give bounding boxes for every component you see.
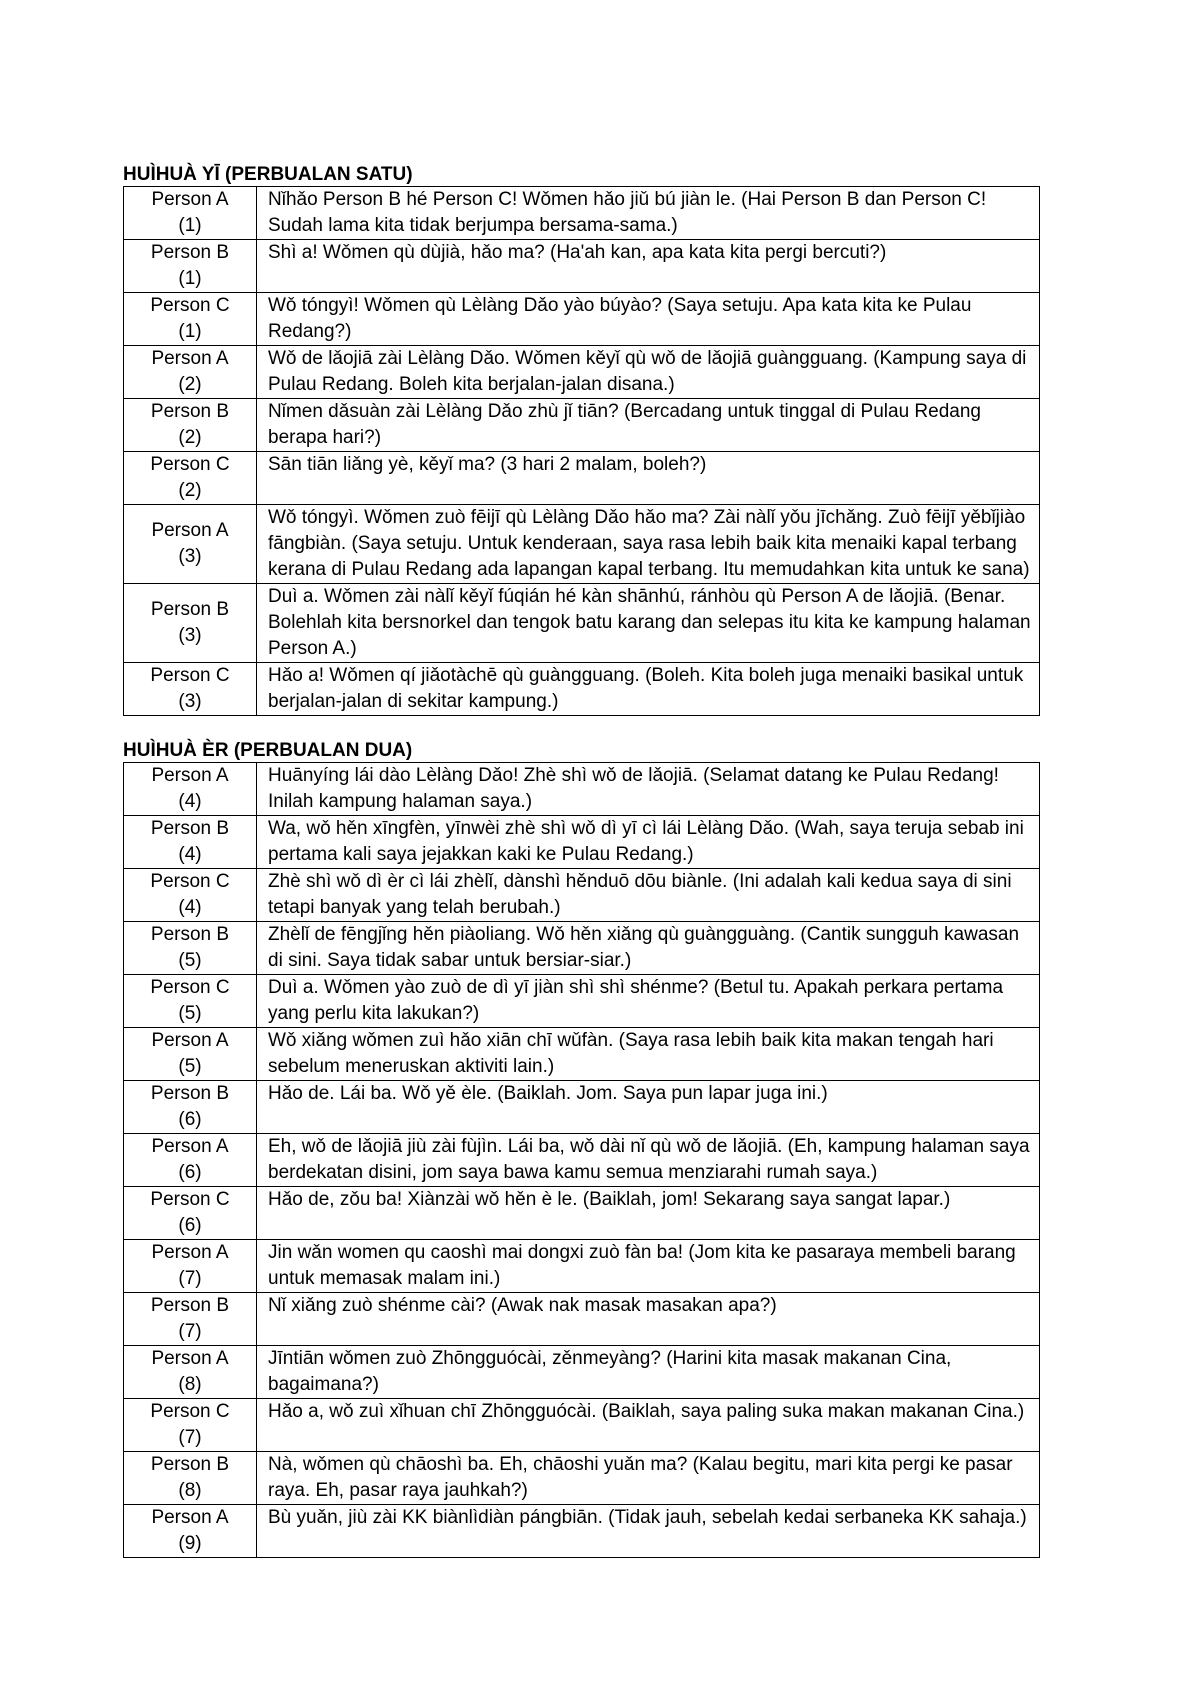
dialogue-text: Nǐmen dǎsuàn zài Lèlàng Dǎo zhù jǐ tiān? (Bercadang untuk tinggal di Pulau Redang berapa hari?) <box>257 399 1040 452</box>
speaker-turn-number: (1) <box>178 321 202 342</box>
speaker-cell <box>124 922 257 975</box>
dialogue-row <box>124 1346 1040 1399</box>
dialogue-row <box>124 1028 1040 1081</box>
dialogue-row <box>124 1399 1040 1452</box>
speaker-turn-number: (4) <box>178 897 202 918</box>
dialogue-text: Duì a. Wǒmen zài nàlǐ kěyǐ fúqián hé kàn shānhú, ránhòu qù Person A de lǎojiā. (Benar. Bolehlah kita bersnorkel dan tengok batu karang dan selepas itu kita ke kampung halaman Person A.) <box>257 584 1040 663</box>
dialogue-table-2 <box>123 762 1040 1558</box>
speaker-name: Person B <box>150 1454 230 1475</box>
speaker-turn-number: (4) <box>178 791 202 812</box>
speaker-cell <box>124 1240 257 1293</box>
speaker-name: Person C <box>150 454 230 475</box>
dialogue-text: Wǒ de lǎojiā zài Lèlàng Dǎo. Wǒmen kěyǐ qù wǒ de lǎojiā guàngguang. (Kampung saya di Pulau Redang. Boleh kita berjalan-jalan disana.) <box>257 346 1040 399</box>
section2-title: HUÌHUÀ ÈR (PERBUALAN DUA) <box>123 740 413 761</box>
dialogue-row <box>124 1187 1040 1240</box>
speaker-cell <box>124 869 257 922</box>
dialogue-row <box>124 452 1040 505</box>
speaker-cell <box>124 1505 257 1558</box>
speaker-turn-number: (2) <box>178 374 202 395</box>
speaker-cell <box>124 663 257 716</box>
speaker-cell <box>124 240 257 293</box>
dialogue-text: Nǐ xiǎng zuò shénme cài? (Awak nak masak masakan apa?) <box>257 1293 1040 1346</box>
section1-title: HUÌHUÀ YĪ (PERBUALAN SATU) <box>123 164 413 185</box>
dialogue-row <box>124 922 1040 975</box>
speaker-cell <box>124 763 257 816</box>
dialogue-row <box>124 975 1040 1028</box>
dialogue-row <box>124 584 1040 663</box>
dialogue-row <box>124 505 1040 584</box>
dialogue-text: Hǎo a! Wǒmen qí jiǎotàchē qù guàngguang. (Boleh. Kita boleh juga menaiki basikal untuk berjalan-jalan di sekitar kampung.) <box>257 663 1040 716</box>
dialogue-text: Wǒ tóngyì. Wǒmen zuò fēijī qù Lèlàng Dǎo hǎo ma? Zài nàlǐ yǒu jīchǎng. Zuò fēijī yěbǐjiào fāngbiàn. (Saya setuju. Untuk kenderaan, saya rasa lebih baik kita menaiki kapal terbang kerana di Pulau Redang ada lapangan kapal terbang. Itu memudahkan kita untuk ke sana) <box>257 505 1040 584</box>
speaker-cell <box>124 1346 257 1399</box>
speaker-turn-number: (3) <box>178 546 202 567</box>
dialogue-row <box>124 1293 1040 1346</box>
dialogue-text: Shì a! Wǒmen qù dùjià, hǎo ma? (Ha'ah kan, apa kata kita pergi bercuti?) <box>257 240 1040 293</box>
speaker-name: Person B <box>150 599 230 620</box>
speaker-name: Person A <box>151 520 229 541</box>
speaker-name: Person A <box>151 189 229 210</box>
dialogue-text: Hǎo a, wǒ zuì xǐhuan chī Zhōngguócài. (Baiklah, saya paling suka makan makanan Cina.) <box>257 1399 1040 1452</box>
speaker-cell <box>124 1081 257 1134</box>
dialogue-table-1 <box>123 186 1040 716</box>
document-page <box>123 160 1040 1558</box>
speaker-name: Person C <box>150 1189 230 1210</box>
dialogue-row <box>124 399 1040 452</box>
speaker-name: Person A <box>151 1136 229 1157</box>
speaker-turn-number: (5) <box>178 1003 202 1024</box>
dialogue-row <box>124 240 1040 293</box>
dialogue-text: Wa, wǒ hěn xīngfèn, yīnwèi zhè shì wǒ dì yī cì lái Lèlàng Dǎo. (Wah, saya teruja sebab ini pertama kali saya jejakkan kaki ke Pulau Redang.) <box>257 816 1040 869</box>
dialogue-text: Wǒ tóngyì! Wǒmen qù Lèlàng Dǎo yào búyào? (Saya setuju. Apa kata kita ke Pulau Redang?) <box>257 293 1040 346</box>
speaker-turn-number: (6) <box>178 1162 202 1183</box>
speaker-cell <box>124 452 257 505</box>
speaker-name: Person C <box>150 871 230 892</box>
dialogue-row <box>124 187 1040 240</box>
speaker-name: Person C <box>150 1401 230 1422</box>
dialogue-row <box>124 663 1040 716</box>
speaker-turn-number: (6) <box>178 1109 202 1130</box>
speaker-name: Person C <box>150 295 230 316</box>
speaker-cell <box>124 1399 257 1452</box>
speaker-cell <box>124 1452 257 1505</box>
speaker-name: Person B <box>150 1083 230 1104</box>
speaker-cell <box>124 346 257 399</box>
dialogue-text: Hǎo de, zǒu ba! Xiànzài wǒ hěn è le. (Baiklah, jom! Sekarang saya sangat lapar.) <box>257 1187 1040 1240</box>
dialogue-text: Huānyíng lái dào Lèlàng Dǎo! Zhè shì wǒ de lǎojiā. (Selamat datang ke Pulau Redang! Inilah kampung halaman saya.) <box>257 763 1040 816</box>
speaker-name: Person A <box>151 1242 229 1263</box>
speaker-turn-number: (7) <box>178 1268 202 1289</box>
speaker-turn-number: (7) <box>178 1321 202 1342</box>
speaker-turn-number: (7) <box>178 1427 202 1448</box>
speaker-cell <box>124 505 257 584</box>
speaker-cell <box>124 975 257 1028</box>
dialogue-row <box>124 1240 1040 1293</box>
speaker-turn-number: (3) <box>178 625 202 646</box>
dialogue-text: Nà, wǒmen qù chāoshì ba. Eh, chāoshi yuǎn ma? (Kalau begitu, mari kita pergi ke pasar raya. Eh, pasar raya jauhkah?) <box>257 1452 1040 1505</box>
speaker-turn-number: (4) <box>178 844 202 865</box>
dialogue-text: Jin wǎn women qu caoshì mai dongxi zuò fàn ba! (Jom kita ke pasaraya membeli barang untuk memasak malam ini.) <box>257 1240 1040 1293</box>
dialogue-row <box>124 1134 1040 1187</box>
speaker-name: Person A <box>151 1348 229 1369</box>
speaker-cell <box>124 584 257 663</box>
speaker-cell <box>124 1134 257 1187</box>
speaker-turn-number: (6) <box>178 1215 202 1236</box>
dialogue-text: Sān tiān liǎng yè, kěyǐ ma? (3 hari 2 malam, boleh?) <box>257 452 1040 505</box>
dialogue-row <box>124 816 1040 869</box>
speaker-turn-number: (2) <box>178 480 202 501</box>
speaker-turn-number: (8) <box>178 1480 202 1501</box>
speaker-name: Person A <box>151 1507 229 1528</box>
dialogue-text: Hǎo de. Lái ba. Wǒ yě èle. (Baiklah. Jom. Saya pun lapar juga ini.) <box>257 1081 1040 1134</box>
dialogue-row <box>124 869 1040 922</box>
dialogue-row <box>124 1505 1040 1558</box>
dialogue-text: Eh, wǒ de lǎojiā jiù zài fùjìn. Lái ba, wǒ dài nǐ qù wǒ de lǎojiā. (Eh, kampung halaman saya berdekatan disini, jom saya bawa kamu semua menziarahi rumah saya.) <box>257 1134 1040 1187</box>
dialogue-text: Wǒ xiǎng wǒmen zuì hǎo xiān chī wǔfàn. (Saya rasa lebih baik kita makan tengah hari sebelum meneruskan aktiviti lain.) <box>257 1028 1040 1081</box>
speaker-cell <box>124 1293 257 1346</box>
dialogue-row <box>124 346 1040 399</box>
speaker-turn-number: (1) <box>178 268 202 289</box>
speaker-cell <box>124 399 257 452</box>
dialogue-row <box>124 1452 1040 1505</box>
speaker-turn-number: (9) <box>178 1533 202 1554</box>
speaker-cell <box>124 187 257 240</box>
dialogue-text: Zhè shì wǒ dì èr cì lái zhèlǐ, dànshì hěnduō dōu biànle. (Ini adalah kali kedua saya di sini tetapi banyak yang telah berubah.) <box>257 869 1040 922</box>
speaker-cell <box>124 1028 257 1081</box>
dialogue-text: Zhèlǐ de fēngjǐng hěn piàoliang. Wǒ hěn xiǎng qù guàngguàng. (Cantik sungguh kawasan di sini. Saya tidak sabar untuk bersiar-siar.) <box>257 922 1040 975</box>
speaker-cell <box>124 1187 257 1240</box>
speaker-turn-number: (2) <box>178 427 202 448</box>
dialogue-row <box>124 763 1040 816</box>
speaker-turn-number: (5) <box>178 950 202 971</box>
speaker-name: Person B <box>150 1295 230 1316</box>
speaker-turn-number: (8) <box>178 1374 202 1395</box>
speaker-turn-number: (5) <box>178 1056 202 1077</box>
speaker-turn-number: (3) <box>178 691 202 712</box>
speaker-turn-number: (1) <box>178 215 202 236</box>
speaker-name: Person A <box>151 765 229 786</box>
speaker-name: Person B <box>150 818 230 839</box>
speaker-cell <box>124 293 257 346</box>
speaker-name: Person B <box>150 924 230 945</box>
dialogue-text: Nǐhǎo Person B hé Person C! Wǒmen hǎo jiǔ bú jiàn le. (Hai Person B dan Person C! Sudah lama kita tidak berjumpa bersama-sama.) <box>257 187 1040 240</box>
dialogue-row <box>124 293 1040 346</box>
speaker-name: Person C <box>150 665 230 686</box>
speaker-name: Person B <box>150 401 230 422</box>
speaker-name: Person A <box>151 1030 229 1051</box>
speaker-cell <box>124 816 257 869</box>
dialogue-row <box>124 1081 1040 1134</box>
dialogue-text: Duì a. Wǒmen yào zuò de dì yī jiàn shì shì shénme? (Betul tu. Apakah perkara pertama yang perlu kita lakukan?) <box>257 975 1040 1028</box>
speaker-name: Person C <box>150 977 230 998</box>
speaker-name: Person B <box>150 242 230 263</box>
dialogue-text: Jīntiān wǒmen zuò Zhōngguócài, zěnmeyàng? (Harini kita masak makanan Cina, bagaimana?) <box>257 1346 1040 1399</box>
dialogue-text: Bù yuǎn, jiù zài KK biànlìdiàn pángbiān. (Tidak jauh, sebelah kedai serbaneka KK sahaja.) <box>257 1505 1040 1558</box>
speaker-name: Person A <box>151 348 229 369</box>
